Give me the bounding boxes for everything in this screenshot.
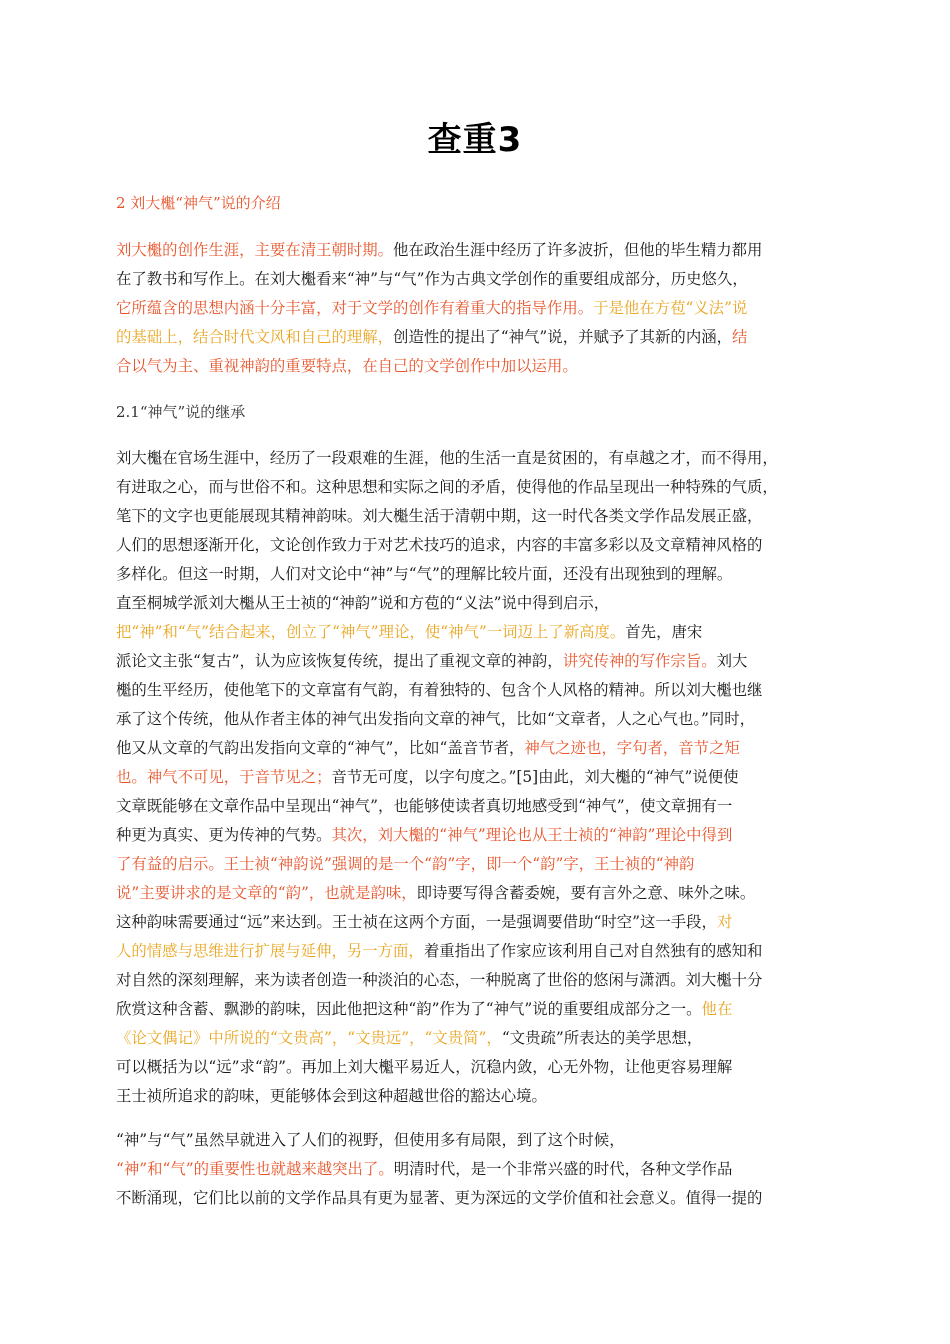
text-line: [116, 879, 836, 908]
highlighted-text-run: 他在: [701, 1000, 733, 1018]
highlighted-text-run: 的基础上，结合时代文风和自己的理解，: [116, 328, 394, 346]
text-run: 王士祯所追求的韵味，更能够体会到这种超越世俗的豁达心境。: [116, 1087, 547, 1105]
text-run: 刘大: [716, 652, 748, 670]
text-line: [116, 1053, 836, 1082]
text-line: [116, 821, 836, 850]
text-line: [116, 966, 836, 995]
text-line: [116, 908, 836, 937]
text-line: [116, 265, 836, 294]
highlighted-text-run: 它所蕴含的思想内涵十分丰富，对于文学的创作有着重大的指导作用。: [116, 299, 594, 317]
highlighted-text-run: 《论文偶记》中所说的“文贵高”，“文贵远”，“文贵简”，: [116, 1029, 502, 1047]
highlighted-text-run: 合以气为主、重视神韵的重要特点，在自己的文学创作中加以运用。: [116, 357, 578, 375]
text-line: [116, 995, 836, 1024]
highlighted-text-run: 刘大櫆的创作生涯，主要在清王朝时期。: [116, 241, 394, 259]
text-run: 人们的思想逐渐开化，文论创作致力于对艺术技巧的追求，内容的丰富多彩以及文章精神风格的: [116, 536, 763, 554]
text-run: 创造性的提出了“神气”说，并赋予了其新的内涵，: [393, 328, 732, 346]
text-line: [116, 1155, 836, 1184]
text-run: 明清时代，是一个非常兴盛的时代，各种文学作品: [393, 1160, 733, 1178]
highlighted-text-run: 人的情感与思维进行扩展与延伸，另一方面，: [116, 942, 424, 960]
subsection-heading: 2.1“神气”说的继承: [116, 403, 246, 421]
text-line: [116, 850, 836, 879]
paragraph: [116, 236, 836, 381]
text-run: 直至桐城学派刘大櫆从王士祯的“神韵”说和方苞的“义法”说中得到启示，: [116, 594, 610, 612]
text-run: 可以概括为以“远”求“韵”。再加上刘大櫆平易近人，沉稳内敛，心无外物，让他更容易理解: [116, 1058, 733, 1076]
text-run: 首先，唐宋: [625, 623, 703, 641]
highlighted-text-run: 讲究传神的写作宗旨。: [562, 652, 717, 670]
highlighted-text-run: 其次，刘大櫆的“神气”理论也从王士祯的“神韵”理论中得到: [331, 826, 733, 844]
paragraph: [116, 1126, 836, 1213]
text-run: 不断涌现，它们比以前的文学作品具有更为显著、更为深远的文学价值和社会意义。值得一提的: [116, 1189, 763, 1207]
text-run: 在了教书和写作上。在刘大櫆看来“神”与“气”作为古典文学创作的重要组成部分，历史悠久，: [116, 270, 748, 288]
text-run: 着重指出了作家应该利用自己对自然独有的感知和: [423, 942, 763, 960]
text-line: [116, 294, 836, 323]
text-run: 这种韵味需要通过“远”来达到。王士祯在这两个方面，一是强调要借助“时空”这一手段，: [116, 913, 717, 931]
text-line: [116, 236, 836, 265]
text-line: [116, 502, 836, 531]
highlighted-text-run: “神”和“气”的重要性也就越来越突出了。: [116, 1160, 394, 1178]
text-line: [116, 647, 836, 676]
text-run: 派论文主张“复古”，认为应该恢复传统，提出了重视文章的神韵，: [116, 652, 563, 670]
highlighted-text-run: 于是他在方苞“义法”说: [593, 299, 748, 317]
text-line: [116, 444, 836, 473]
text-run: “神”与“气”虽然早就进入了人们的视野，但使用多有局限，到了这个时候，: [116, 1131, 625, 1149]
highlighted-text-run: 把“神”和“气”结合起来，创立了“神气”理论，使“神气”一词迈上了新高度。: [116, 623, 626, 641]
highlighted-text-run: 结: [732, 328, 748, 346]
text-run: 对自然的深刻理解，来为读者创造一种淡泊的心态，一种脱离了世俗的悠闲与潇洒。刘大櫆十分: [116, 971, 763, 989]
text-run: 櫆的生平经历，使他笔下的文章富有气韵，有着独特的、包含个人风格的精神。所以刘大櫆也继: [116, 681, 763, 699]
text-run: 有进取之心，而与世俗不和。这种思想和实际之间的矛盾，使得他的作品呈现出一种特殊的气质，: [116, 478, 778, 496]
section-heading: 2 刘大櫆“神气”说的介绍: [116, 194, 281, 212]
text-line: [116, 618, 836, 647]
text-line: [116, 1082, 836, 1111]
highlighted-text-run: 神气之迹也，字句者，音节之矩: [524, 739, 740, 757]
text-line: [116, 792, 836, 821]
text-line: [116, 323, 836, 352]
text-run: 多样化。但这一时期，人们对文论中“神”与“气”的理解比较片面，还没有出现独到的理解。: [116, 565, 733, 583]
highlighted-text-run: 了有益的启示。王士祯“神韵说”强调的是一个“韵”字，即一个“韵”字，王士祯的“神韵: [116, 855, 695, 873]
text-run: “文贵疏”所表达的美学思想，: [501, 1029, 703, 1047]
text-line: [116, 473, 836, 502]
highlighted-text-run: 对: [716, 913, 733, 931]
text-run: 他又从文章的气韵出发指向文章的“神气”，比如“盖音节者，: [116, 739, 525, 757]
text-run: 音节无可度，以字句度之。”[5]由此，刘大櫆的“神气”说便使: [331, 768, 739, 786]
text-run: 欣赏这种含蓄、飘渺的韵味，因此他把这种“韵”作为了“神气”说的重要组成部分之一。: [116, 1000, 702, 1018]
text-run: 文章既能够在文章作品中呈现出“神气”，也能够使读者真切地感受到“神气”，使文章拥有一: [116, 797, 733, 815]
text-line: [116, 1024, 836, 1053]
text-line: [116, 1126, 836, 1155]
text-line: [116, 352, 836, 381]
text-run: 笔下的文字也更能展现其精神韵味。刘大櫆生活于清朝中期，这一时代各类文学作品发展正盛，: [116, 507, 763, 525]
highlighted-text-run: 也。神气不可见，于音节见之；: [116, 768, 332, 786]
text-run: 他在政治生涯中经历了许多波折，但他的毕生精力都用: [393, 241, 763, 259]
text-line: [116, 763, 836, 792]
text-line: [116, 531, 836, 560]
text-line: [116, 589, 836, 618]
text-line: [116, 734, 836, 763]
text-line: [116, 705, 836, 734]
text-line: [116, 1184, 836, 1213]
text-run: 种更为真实、更为传神的气势。: [116, 826, 332, 844]
text-run: 刘大櫆在官场生涯中，经历了一段艰难的生涯，他的生活一直是贫困的，有卓越之才，而不得用，: [116, 449, 778, 467]
text-line: [116, 937, 836, 966]
highlighted-text-run: 说”主要讲求的是文章的“韵”，也就是韵味，: [116, 884, 417, 902]
text-run: 承了这个传统，他从作者主体的神气出发指向文章的神气，比如“文章者，人之心气也。”同时，: [116, 710, 756, 728]
paragraph: [116, 444, 836, 1111]
text-run: 即诗要写得含蓄委婉，要有言外之意、味外之味。: [416, 884, 756, 902]
text-line: [116, 560, 836, 589]
text-line: [116, 676, 836, 705]
document-title: 查重3: [427, 120, 523, 160]
